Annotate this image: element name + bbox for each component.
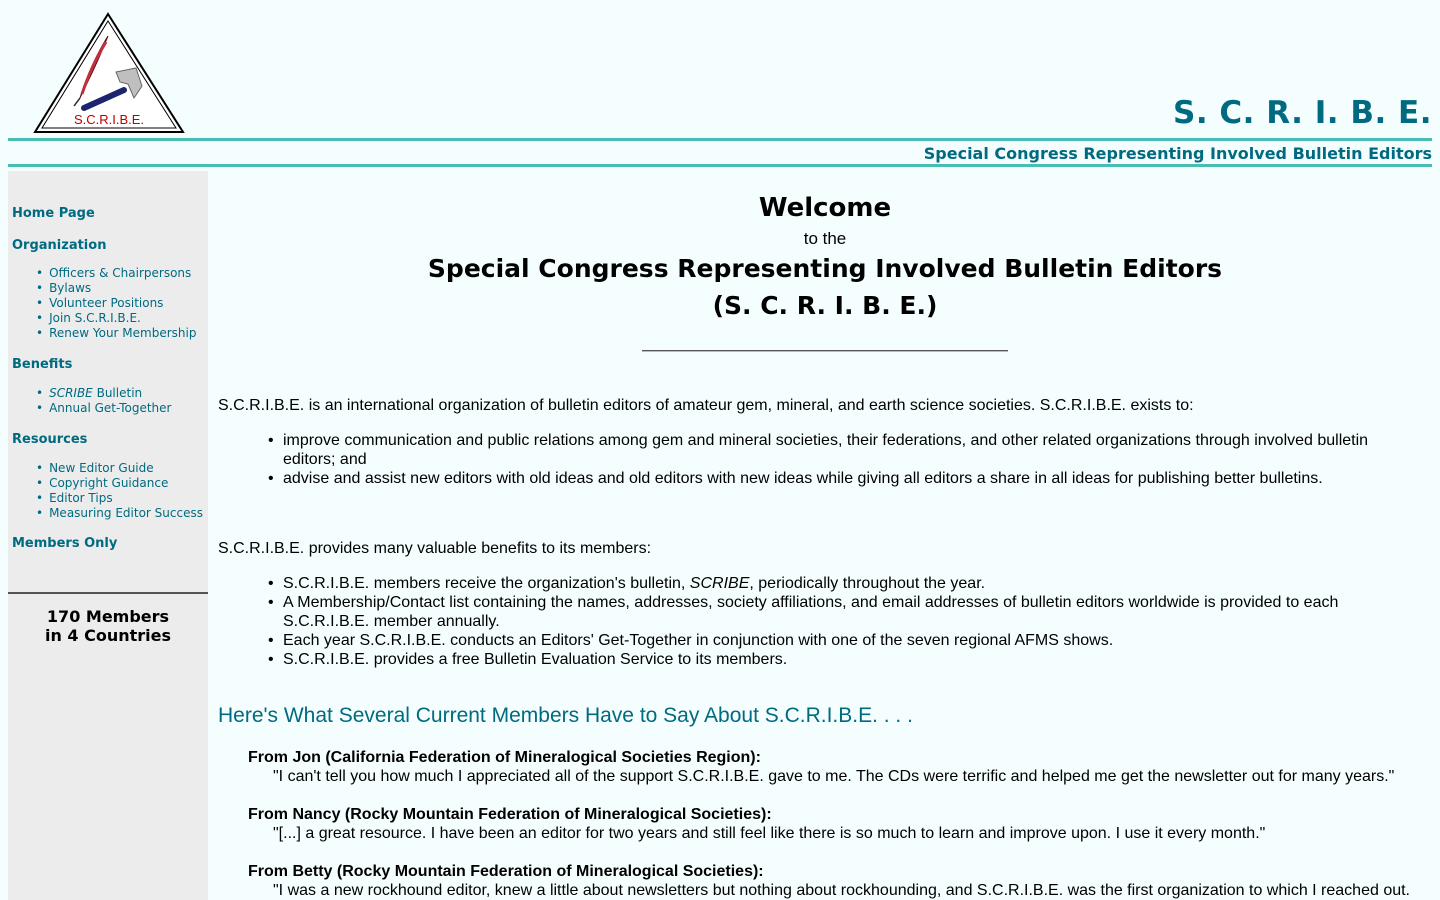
benefit-item: • S.C.R.I.B.E. provides a free Bulletin Evaluation Service to its members. [268,650,1398,669]
members-count-line2: in 4 Countries [44,626,172,645]
benefits-intro: S.C.R.I.B.E. provides many valuable benefits to its members: [218,540,652,557]
nav-join-scribe[interactable]: • Join S.C.R.I.B.E. [36,311,196,326]
sidebar [8,171,208,900]
testimonials-heading: Here's What Several Current Members Have to Say About S.C.R.I.B.E. . . . [218,704,913,727]
purpose-item: • improve communication and public relations among gem and mineral societies, their federations, and other related organizations through involved bulletin editors; and [268,431,1398,469]
organization-links [36,266,196,341]
testimonial-from: From Betty (Rocky Mountain Federation of Mineralogical Societies): [248,863,764,880]
benefit-item: • A Membership/Contact list containing the names, addresses, society affiliations, and email addresses of bulletin editors worldwide is provided to each S.C.R.I.B.E. member annually. [268,593,1398,631]
benefits-list [268,574,1398,669]
resources-links [36,461,203,521]
nav-resources[interactable]: Resources [12,432,88,447]
benefit1-pre: S.C.R.I.B.E. members receive the organization's bulletin, [283,575,690,592]
purpose-item: • advise and assist new editors with old ideas and old editors with new ideas while giving all editors a share in all ideas for publishing better bulletins. [268,469,1398,488]
nav-benefits[interactable]: Benefits [12,357,73,372]
site-title: S. C. R. I. B. E. [1173,95,1432,131]
nav-measuring-editor-success[interactable]: • Measuring Editor Success [36,506,203,521]
nav-annual-get-together[interactable]: • Annual Get-Together [36,401,171,416]
org-abbr-heading: (S. C. R. I. B. E.) [712,291,938,320]
purpose-list [268,431,1398,488]
testimonial-quote: "I can't tell you how much I appreciated all of the support S.C.R.I.B.E. gave to me. The CDs were terrific and helped me get the newsletter out for many years." [273,768,1395,785]
benefits-links [36,386,171,416]
nav-volunteer-positions[interactable]: • Volunteer Positions [36,296,196,311]
testimonial-from: From Nancy (Rocky Mountain Federation of Mineralogical Societies): [248,806,772,823]
nav-organization[interactable]: Organization [12,238,107,253]
nav-officers-chairpersons[interactable]: • Officers & Chairpersons [36,266,196,281]
testimonial-quote: "I was a new rockhound editor, knew a little about newsletters but nothing about rockhounding, and S.C.R.I.B.E. was the first organization to which I reached out. [273,882,1410,899]
to-the-text: to the [803,229,847,248]
benefit-item: • Each year S.C.R.I.B.E. conducts an Editors' Get-Together in conjunction with one of the seven regional AFMS shows. [268,631,1398,650]
nav-copyright-guidance[interactable]: • Copyright Guidance [36,476,203,491]
testimonial-from: From Jon (California Federation of Mineralogical Societies Region): [248,749,761,766]
nav-members-only[interactable]: Members Only [12,536,118,551]
nav-bulletin-label: Bulletin [96,386,143,400]
intro-paragraph: S.C.R.I.B.E. is an international organization of bulletin editors of amateur gem, mineral, and earth science societies. S.C.R.I.B.E. exists to: [218,397,1194,414]
nav-renew-membership[interactable]: • Renew Your Membership [36,326,196,341]
logo-text: S.C.R.I.B.E. [73,112,145,127]
nav-editor-tips[interactable]: • Editor Tips [36,491,203,506]
sidebar-divider [8,592,208,594]
nav-bylaws[interactable]: • Bylaws [36,281,196,296]
nav-scribe-bulletin[interactable] [36,386,171,401]
benefit1-italic: SCRIBE [689,575,750,592]
benefit1-post: , periodically throughout the year. [749,575,986,592]
scribe-logo[interactable] [32,12,186,134]
page-header [0,0,1440,170]
scribe-italic: SCRIBE [49,386,93,400]
header-divider-lower [8,164,1432,167]
nav-new-editor-guide[interactable]: • New Editor Guide [36,461,203,476]
org-name-heading: Special Congress Representing Involved Bulletin Editors [427,254,1223,283]
members-count [8,607,208,645]
nav-home-page[interactable]: Home Page [12,206,95,221]
header-divider [8,138,1432,141]
site-subtitle: Special Congress Representing Involved Bulletin Editors [923,144,1432,163]
horizontal-rule [642,350,1008,352]
members-count-line1: 170 Members [46,607,170,626]
benefit-item [268,574,1398,593]
testimonial-quote: "[...] a great resource. I have been an editor for two years and still feel like there is so much to learn and improve upon. I use it every month." [273,825,1266,842]
welcome-heading: Welcome [758,193,892,223]
